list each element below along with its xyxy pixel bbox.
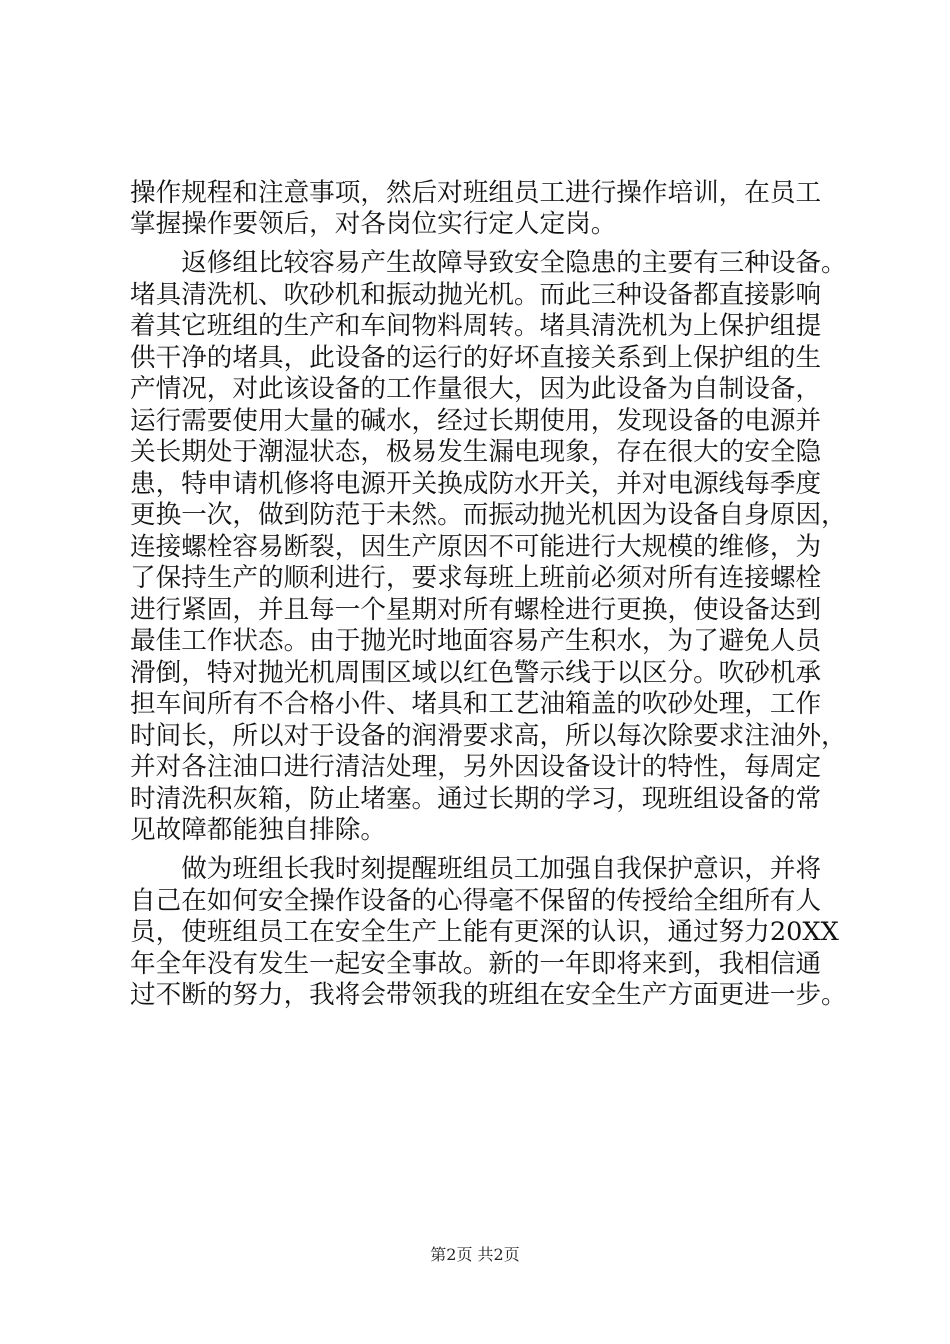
body-text-line: 时清洗积灰箱，防止堵塞。通过长期的学习，现班组设备的常 — [130, 784, 822, 814]
body-text-line: 滑倒，特对抛光机周围区域以红色警示线于以区分。吹砂机承 — [130, 658, 822, 688]
body-text-line: 自己在如何安全操作设备的心得毫不保留的传授给全组所有人 — [130, 886, 822, 916]
body-text-line: 做为班组长我时刻提醒班组员工加强自我保护意识，并将 — [130, 854, 822, 884]
body-text-line: 见故障都能独自排除。 — [130, 815, 386, 845]
page-number-footer: 第2页 共2页 — [430, 1245, 520, 1264]
body-text-line: 堵具清洗机、吹砂机和振动抛光机。而此三种设备都直接影响 — [130, 280, 822, 310]
body-text-line: 年全年没有发生一起安全事故。新的一年即将来到，我相信通 — [130, 949, 822, 979]
body-text-line: 更换一次，做到防范于未然。而振动抛光机因为设备自身原因， — [130, 500, 847, 530]
body-text-line: 患，特申请机修将电源开关换成防水开关，并对电源线每季度 — [130, 469, 822, 499]
body-text-line: 连接螺栓容易断裂，因生产原因不可能进行大规模的维修，为 — [130, 532, 822, 562]
body-text-line: 掌握操作要领后，对各岗位实行定人定岗。 — [130, 209, 617, 239]
body-text-line: 并对各注油口进行清洁处理，另外因设备设计的特性，每周定 — [130, 752, 822, 782]
body-text-line: 着其它班组的生产和车间物料周转。堵具清洗机为上保护组提 — [130, 311, 822, 341]
body-text-line: 关长期处于潮湿状态，极易发生漏电现象，存在很大的安全隐 — [130, 437, 822, 467]
body-text-line: 操作规程和注意事项，然后对班组员工进行操作培训，在员工 — [130, 178, 822, 208]
body-text-line: 时间长，所以对于设备的润滑要求高，所以每次除要求注油外， — [130, 721, 847, 751]
body-text-line: 员，使班组员工在安全生产上能有更深的认识，通过努力20XX — [130, 917, 839, 947]
body-text-line: 了保持生产的顺利进行，要求每班上班前必须对所有连接螺栓 — [130, 563, 822, 593]
body-text-line: 返修组比较容易产生故障导致安全隐患的主要有三种设备。 — [130, 248, 847, 278]
body-text-line: 担车间所有不合格小件、堵具和工艺油箱盖的吹砂处理，工作 — [130, 689, 822, 719]
body-text-line: 供干净的堵具，此设备的运行的好坏直接关系到上保护组的生 — [130, 343, 822, 373]
body-text-line: 运行需要使用大量的碱水，经过长期使用，发现设备的电源并 — [130, 406, 822, 436]
body-text-line: 产情况，对此该设备的工作量很大，因为此设备为自制设备， — [130, 374, 822, 404]
body-text-line: 过不断的努力，我将会带领我的班组在安全生产方面更进一步。 — [130, 980, 847, 1010]
body-text-line: 最佳工作状态。由于抛光时地面容易产生积水，为了避免人员 — [130, 626, 822, 656]
body-text-line: 进行紧固，并且每一个星期对所有螺栓进行更换，使设备达到 — [130, 595, 822, 625]
